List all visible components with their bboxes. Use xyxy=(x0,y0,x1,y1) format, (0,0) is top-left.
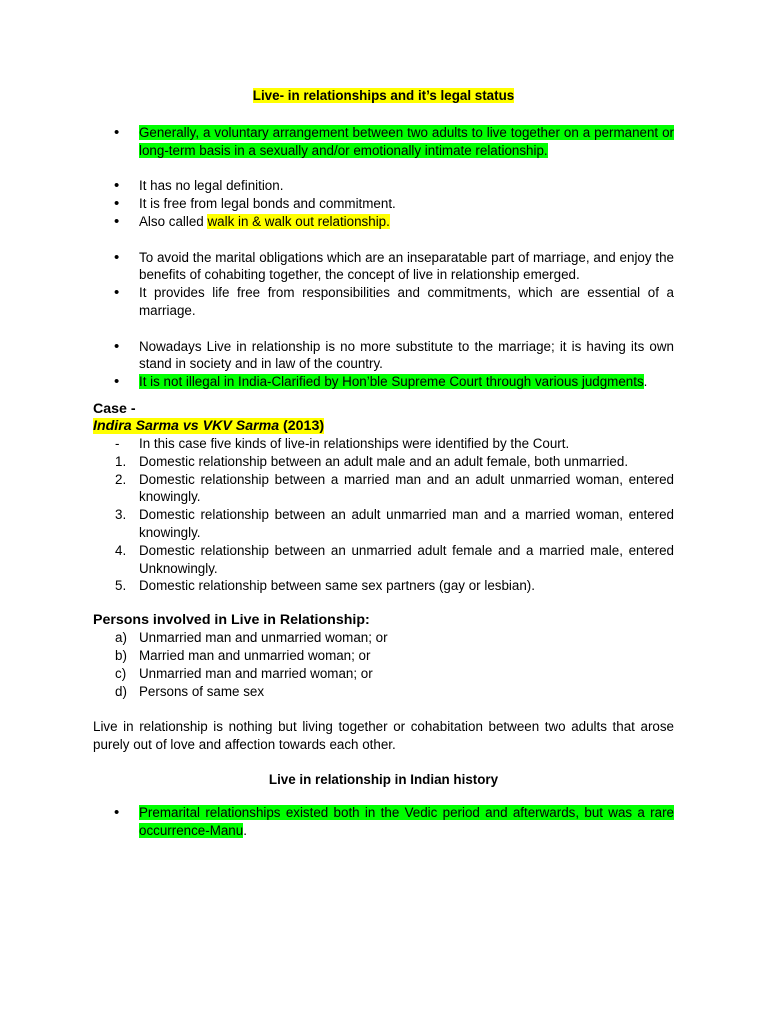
history-heading: Live in relationship in Indian history xyxy=(268,771,499,787)
list-item xyxy=(93,435,674,453)
case-year: (2013) xyxy=(279,417,325,434)
case-heading: Case - xyxy=(93,400,136,417)
item-suffix: . xyxy=(243,822,247,838)
item-text: To avoid the marital obligations which are an inseparatable part of marriage, and enjoy the benefits of cohabiting together, the concept of live in relationship emerged. xyxy=(139,249,674,283)
number-mark: 1. xyxy=(115,453,127,469)
item-text: Domestic relationship between an adult male and an adult female, both unmarried. xyxy=(139,453,629,469)
item-text: Nowadays Live in relationship is no more substitute to the marriage; it is having its own stand in society and in law of the country. xyxy=(139,338,674,372)
persons-list xyxy=(93,629,674,700)
summary-paragraph: Live in relationship is nothing but living together or cohabitation between two adults that arose purely out of love and affection towards each other. xyxy=(93,719,674,752)
case-name: Indira Sarma vs VKV Sarma xyxy=(93,417,280,434)
bullet-mark: • xyxy=(114,177,120,195)
list-item xyxy=(93,453,674,471)
highlighted-text: Premarital relationships existed both in the Vedic period and afterwards, but was a rare occurrence-Manu xyxy=(139,804,674,838)
item-text: Married man and unmarried woman; or xyxy=(139,647,371,663)
list-item xyxy=(93,647,674,665)
number-mark: 3. xyxy=(115,507,127,523)
highlighted-text: It is not illegal in India-Clarified by Hon’ble Supreme Court through various judgments xyxy=(139,374,644,390)
list-item xyxy=(93,629,674,647)
history-list xyxy=(93,804,674,840)
bullet-mark: • xyxy=(114,124,120,141)
definition-list xyxy=(93,124,674,160)
item-text: Domestic relationship between an unmarried adult female and a married male, entered Unknowingly. xyxy=(139,542,674,576)
list-item xyxy=(93,249,674,285)
bullet-mark: • xyxy=(114,212,120,230)
item-text: It provides life free from responsibilities and commitments, which are essential of a marriage. xyxy=(139,285,674,318)
case-citation xyxy=(93,418,674,435)
origin-list xyxy=(93,249,674,320)
title-text: Live- in relationships and it’s legal status xyxy=(252,88,515,103)
list-item xyxy=(93,471,674,507)
bullet-mark: • xyxy=(114,248,120,266)
dash-mark: - xyxy=(115,435,120,451)
item-text: Domestic relationship between a married man and an adult unmarried woman, entered knowingly. xyxy=(139,471,674,505)
list-item xyxy=(93,213,674,231)
item-text: Domestic relationship between an adult unmarried man and a married woman, entered knowingly. xyxy=(139,507,674,540)
letter-mark: c) xyxy=(115,665,127,681)
item-text: Unmarried man and married woman; or xyxy=(139,665,373,681)
list-item xyxy=(93,338,674,374)
persons-heading: Persons involved in Live in Relationship: xyxy=(93,612,370,629)
definition-text: Generally, a voluntary arrangement between two adults to live together on a permanent or long-term basis in a sexually and/or emotionally intimate relationship. xyxy=(139,125,674,158)
number-mark: 2. xyxy=(115,471,127,487)
list-item xyxy=(93,506,674,542)
highlighted-phrase: walk in & walk out relationship. xyxy=(207,213,390,229)
bullet-mark: • xyxy=(114,195,120,213)
letter-mark: b) xyxy=(115,647,127,663)
list-item xyxy=(93,665,674,683)
item-suffix: . xyxy=(643,374,648,390)
list-item xyxy=(93,542,674,578)
letter-mark: d) xyxy=(115,683,127,699)
bullet-mark: • xyxy=(114,373,120,391)
item-text: Unmarried man and unmarried woman; or xyxy=(139,630,388,646)
bullet-mark: • xyxy=(114,284,120,302)
document-title xyxy=(93,86,674,106)
list-item xyxy=(93,683,674,701)
bullet-mark: • xyxy=(114,337,120,355)
list-item xyxy=(93,373,674,391)
item-text: Also called xyxy=(139,213,208,229)
item-text: Domestic relationship between same sex partners (gay or lesbian). xyxy=(139,578,535,594)
case-list xyxy=(93,435,674,595)
item-text: Persons of same sex xyxy=(139,683,265,699)
item-text: In this case five kinds of live-in relationships were identified by the Court. xyxy=(139,435,570,451)
list-item xyxy=(93,177,674,195)
status-list xyxy=(93,338,674,391)
features-list xyxy=(93,177,674,230)
bullet-mark: • xyxy=(114,803,120,821)
list-item xyxy=(93,804,674,840)
list-item xyxy=(93,577,674,595)
number-mark: 5. xyxy=(115,578,127,594)
list-item xyxy=(93,284,674,320)
item-text: It is free from legal bonds and commitment. xyxy=(139,196,396,212)
item-text: It has no legal definition. xyxy=(139,178,284,194)
document-page xyxy=(93,86,674,839)
list-item xyxy=(93,124,674,160)
number-mark: 4. xyxy=(115,542,127,558)
list-item xyxy=(93,195,674,213)
letter-mark: a) xyxy=(115,630,127,646)
